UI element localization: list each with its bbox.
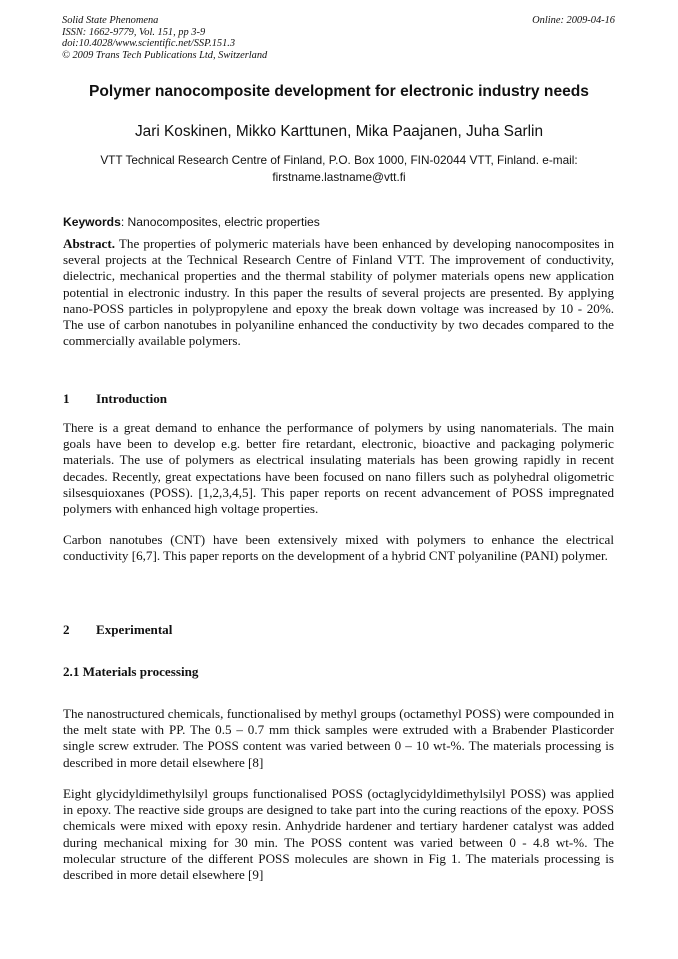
issn-line: ISSN: 1662-9779, Vol. 151, pp 3-9 [62, 26, 206, 38]
author-list: Jari Koskinen, Mikko Karttunen, Mika Paajanen, Juha Sarlin [134, 123, 544, 140]
section-number: 2 [63, 622, 70, 637]
section-number: 1 [63, 391, 70, 406]
intro-paragraph-2: Carbon nanotubes (CNT) have been extensively mixed with polymers to enhance the electrical conductivity [6,7]. This paper reports on the development of a hybrid CNT polyaniline (PANI) polymer. [63, 532, 614, 564]
section-title: Experimental [96, 622, 173, 637]
materials-paragraph-1: The nanostructured chemicals, functionalised by methyl groups (octamethyl POSS) were compounded in the melt state with PP. The 0.5 – 0.7 mm thick samples were extruded with a Brabender Plasticorder single screw extruder. The POSS content was varied between 0 – 10 wt-%. The materials processing is described in more detail elsewhere [8] [63, 706, 614, 770]
section-heading-introduction [63, 391, 167, 407]
email-line: firstname.lastname@vtt.fi [272, 169, 406, 184]
doi-line: doi:10.4028/www.scientific.net/SSP.151.3 [62, 38, 236, 50]
affiliation [60, 152, 618, 185]
abstract [63, 236, 614, 349]
subsection-heading: 2.1 Materials processing [63, 664, 199, 679]
journal-header [62, 15, 267, 61]
copyright-line: © 2009 Trans Tech Publications Ltd, Switzerland [62, 49, 268, 61]
section-heading-experimental [63, 622, 172, 638]
materials-paragraph-2: Eight glycidyldimethylsilyl groups functionalised POSS (octaglycidyldimethylsilyl POSS) was applied in epoxy. The reactive side groups are designed to take part into the curing reactions of the epoxy. POSS chemicals were mixed with epoxy resin. Anhydride hardener and tertiary hardener catalyst was added during mechanical mixing for 30 min. The POSS content was varied between 0 - 4.8 wt-%. The molecular structure of the different POSS molecules are shown in Fig 1. The materials processing is described in more detail elsewhere [9] [63, 786, 614, 883]
intro-paragraph-1: There is a great demand to enhance the performance of polymers by using nanomaterials. The main goals have been to develop e.g. better fire retardant, electronic, bioactive and packaging polymeric materials. The use of polymers as electrical insulating materials has been growing rapidly in recent decades. Recently, great expectations have been focused on nano fillers such as polyhedral oligometric silsesquioxanes (POSS). [1,2,3,4,5]. This paper reports on recent advancement of POSS impregnated polymers with enhanced high voltage properties. [63, 420, 614, 517]
abstract-label: Abstract. [63, 236, 115, 251]
paper-title: Polymer nanocomposite development for electronic industry needs [89, 83, 589, 100]
abstract-text: The properties of polymeric materials have been enhanced by developing nanocomposites in several projects at the Technical Research Centre of Finland VTT. The improvement of conductivity, dielectric, mechanical properties and the thermal stability of polymer materials opens new application potential in electronic industry. In this paper the results of several projects are presented. By applying nano-POSS particles in polypropylene and epoxy the break down voltage was increased by 10 - 20%. The use of carbon nanotubes in polyaniline enhanced the conductivity by two decades compared to the commercially available polymers. [63, 236, 614, 349]
keywords [63, 215, 320, 229]
affiliation-line: VTT Technical Research Centre of Finland, P.O. Box 1000, FIN-02044 VTT, Finland. e-mail: [100, 153, 578, 167]
keywords-label: Keywords [63, 215, 121, 229]
section-title: Introduction [96, 391, 168, 406]
journal-name: Solid State Phenomena [62, 15, 159, 26]
online-date: Online: 2009-04-16 [532, 15, 615, 26]
keywords-text: : Nanocomposites, electric properties [120, 215, 320, 229]
